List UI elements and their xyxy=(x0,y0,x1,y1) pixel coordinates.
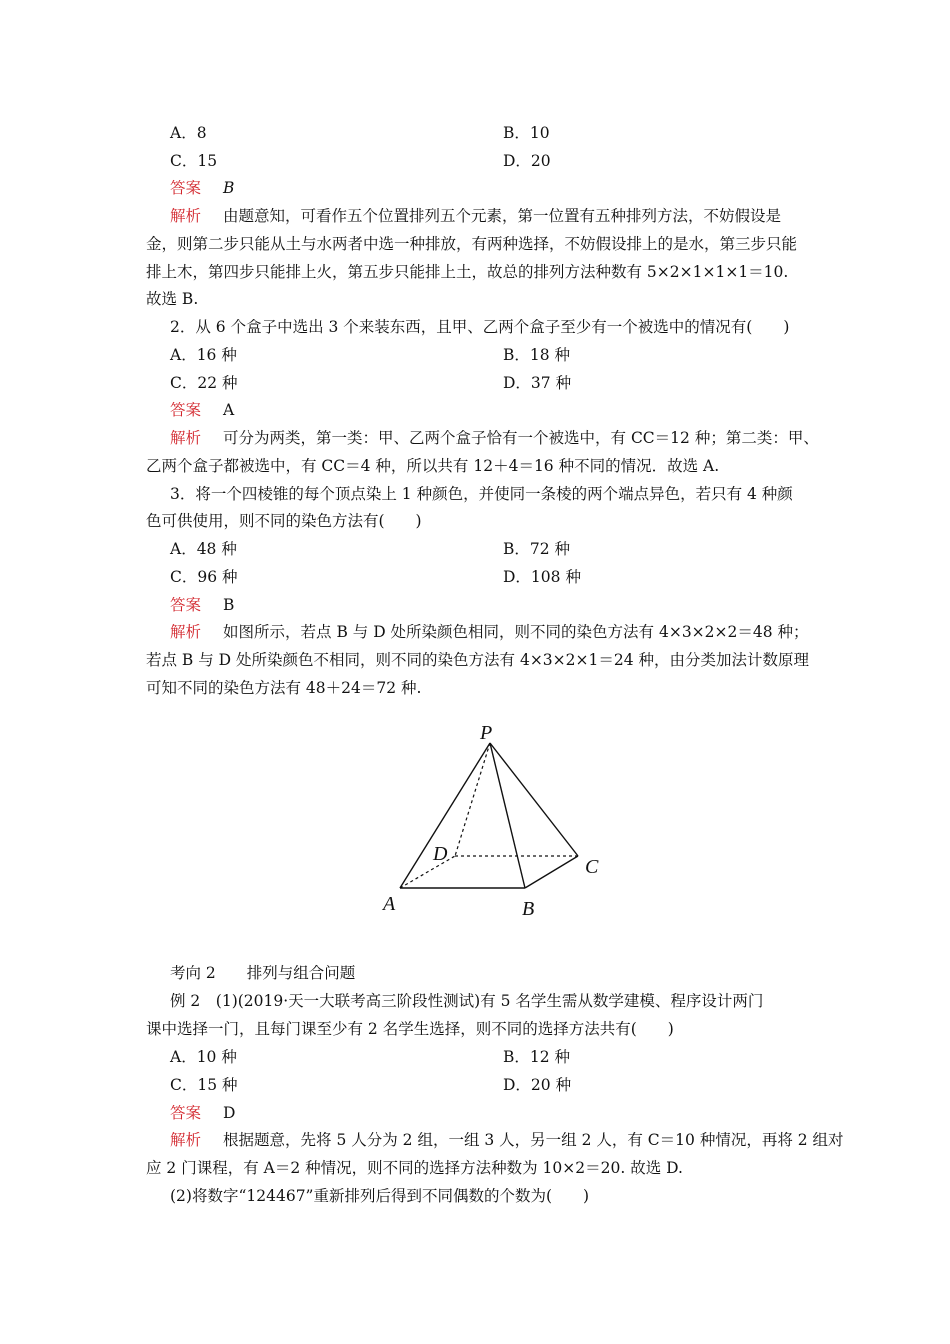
q3-option-d: D．108 种 xyxy=(503,568,581,586)
analysis-label: 解析 xyxy=(170,429,202,447)
ex2-option-b: B．12 种 xyxy=(503,1048,571,1066)
edge-pd xyxy=(455,743,490,856)
q2-option-d: D．37 种 xyxy=(503,374,572,392)
q2-option-c: C．22 种 xyxy=(170,374,238,392)
answer-label: 答案 xyxy=(170,401,202,419)
answer-value: A xyxy=(223,401,235,419)
vertex-label-d: D xyxy=(433,843,448,865)
q3-option-c: C．96 种 xyxy=(170,568,238,586)
q1-analysis-line: 金，则第二步只能从土与水两者中选一种排放，有两种选择，不妨假设排上的是水，第三步只能 xyxy=(146,235,798,253)
q3-analysis xyxy=(170,622,809,642)
ex2-part2: (2)将数字“124467”重新排列后得到不同偶数的个数为( ) xyxy=(170,1187,590,1205)
answer-label: 答案 xyxy=(170,179,202,197)
q2-analysis-line: 乙两个盒子都被选中，有 CC＝4 种，所以共有 12＋4＝16 种不同的情况．故选 A. xyxy=(146,457,720,475)
answer-label: 答案 xyxy=(170,596,202,614)
ex2-option-a: A．10 种 xyxy=(170,1048,237,1066)
q1-analysis-line: 故选 B. xyxy=(146,290,199,308)
q1-option-b: B．10 xyxy=(503,124,550,142)
q2-stem: 2．从 6 个盒子中选出 3 个来装东西，且甲、乙两个盒子至少有一个被选中的情况有( ) xyxy=(170,318,790,336)
q1-option-a: A．8 xyxy=(170,124,207,142)
ex2-stem: 例 2 (1)(2019·天一大联考高三阶段性测试)有 5 名学生需从数学建模、程序设计两门 xyxy=(170,992,764,1010)
ex2-answer xyxy=(170,1103,235,1123)
q3-analysis-line: 若点 B 与 D 处所染颜色不相同，则不同的染色方法有 4×3×2×1＝24 种，由分类加法计数原理 xyxy=(146,651,810,669)
q1-analysis-line: 排上木，第四步只能排上火，第五步只能排上土，故总的排列方法种数有 5×2×1×1×1＝10. xyxy=(146,263,789,281)
answer-value: D xyxy=(223,1104,236,1122)
answer-value: B xyxy=(223,179,235,197)
q2-option-b: B．18 种 xyxy=(503,346,571,364)
analysis-text: 由题意知，可看作五个位置排列五个元素，第一位置有五种排列方法，不妨假设是 xyxy=(223,207,782,225)
ex2-stem-line: 课中选择一门，且每门课至少有 2 名学生选择，则不同的选择方法共有( ) xyxy=(146,1020,674,1038)
edge-pa xyxy=(400,743,490,888)
q3-answer xyxy=(170,595,234,615)
analysis-label: 解析 xyxy=(170,1131,202,1149)
q3-stem-line: 色可供使用，则不同的染色方法有( ) xyxy=(146,512,422,530)
vertex-label-c: C xyxy=(585,856,599,878)
analysis-label: 解析 xyxy=(170,207,202,225)
q2-analysis xyxy=(170,428,819,448)
q3-option-a: A．48 种 xyxy=(170,540,237,558)
q1-analysis xyxy=(170,206,781,226)
vertex-label-p: P xyxy=(480,722,493,744)
q1-option-d: D．20 xyxy=(503,152,551,170)
ex2-analysis-line: 应 2 门课程，有 A＝2 种情况，则不同的选择方法种数为 10×2＝20. 故选 D. xyxy=(146,1159,683,1177)
edge-bc xyxy=(525,856,578,888)
ex2-analysis xyxy=(170,1130,844,1150)
analysis-text: 可分为两类，第一类：甲、乙两个盒子恰有一个被选中，有 CC＝12 种；第二类：甲、 xyxy=(223,429,819,447)
pyramid-figure xyxy=(365,718,625,928)
q1-option-c: C．15 xyxy=(170,152,218,170)
q3-analysis-line: 可知不同的染色方法有 48＋24＝72 种. xyxy=(146,679,422,697)
analysis-text: 根据题意，先将 5 人分为 2 组，一组 3 人，另一组 2 人，有 C＝10 种情况，再将 2 组对 xyxy=(223,1131,844,1149)
q1-answer xyxy=(170,178,234,198)
answer-label: 答案 xyxy=(170,1104,202,1122)
vertex-label-b: B xyxy=(522,898,535,920)
ex2-option-d: D．20 种 xyxy=(503,1076,572,1094)
q3-option-b: B．72 种 xyxy=(503,540,571,558)
analysis-label: 解析 xyxy=(170,623,202,641)
q2-answer xyxy=(170,400,234,420)
answer-value: B xyxy=(223,596,235,614)
section-title: 考向 2 排列与组合问题 xyxy=(170,964,356,982)
q2-option-a: A．16 种 xyxy=(170,346,237,364)
analysis-text: 如图所示，若点 B 与 D 处所染颜色相同，则不同的染色方法有 4×3×2×2＝48 种； xyxy=(223,623,809,641)
ex2-option-c: C．15 种 xyxy=(170,1076,238,1094)
vertex-label-a: A xyxy=(383,893,396,915)
q3-stem: 3．将一个四棱锥的每个顶点染上 1 种颜色，并使同一条棱的两个端点异色，若只有 4 种颜 xyxy=(170,485,793,503)
